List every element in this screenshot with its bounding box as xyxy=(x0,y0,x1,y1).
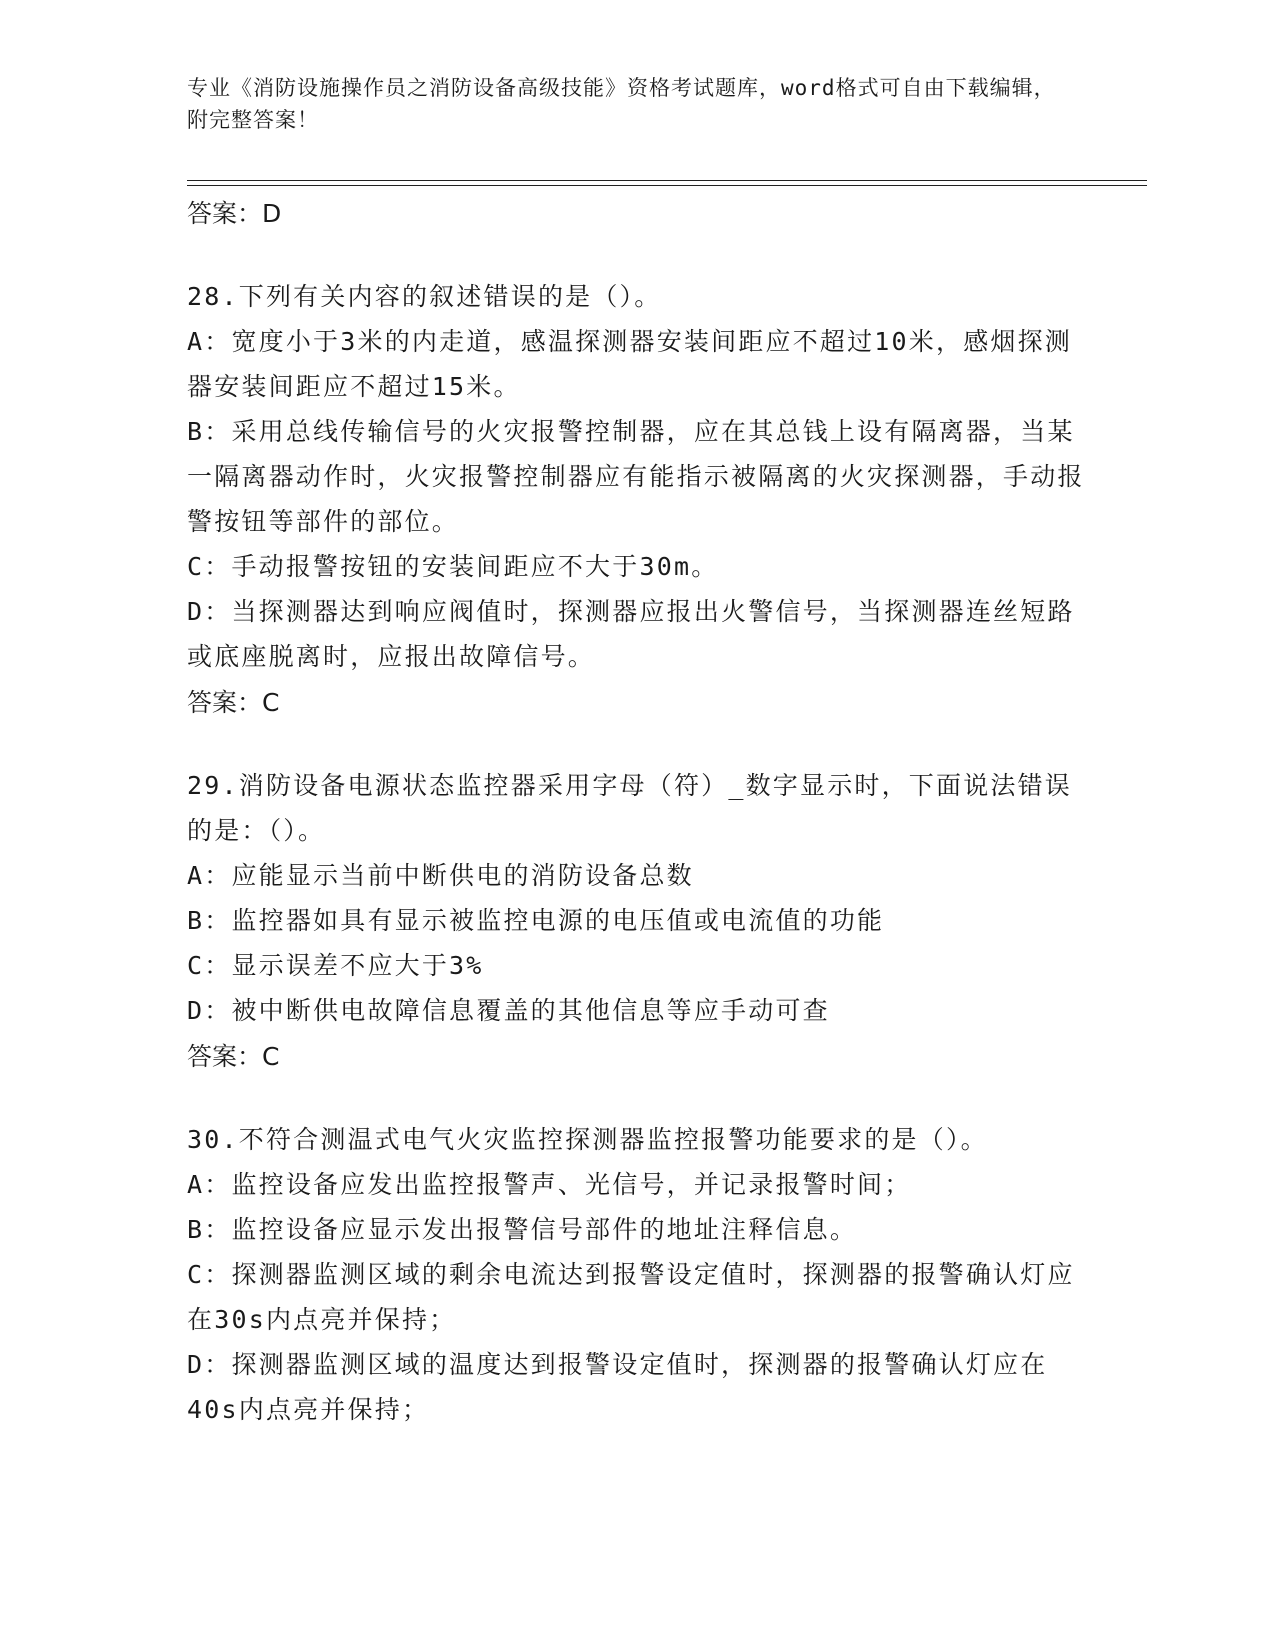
header-divider-top xyxy=(187,180,1147,181)
previous-answer: 答案：D xyxy=(187,199,282,228)
option-d: D：当探测器达到响应阀值时，探测器应报出火警信号，当探测器连丝短路或底座脱离时，应报出故障信号。 xyxy=(187,597,1075,671)
question-28 xyxy=(187,274,1087,723)
option-b: B：监控器如具有显示被监控电源的电压值或电流值的功能 xyxy=(187,906,885,935)
option-a: A：宽度小于3米的内走道，感温探测器安装间距应不超过10米，感烟探测器安装间距应不超过15米。 xyxy=(187,327,1073,401)
option-b: B：监控设备应显示发出报警信号部件的地址注释信息。 xyxy=(187,1215,858,1244)
question-30 xyxy=(187,1117,1087,1432)
question-answer: 答案：C xyxy=(187,1042,280,1071)
header-text: 专业《消防设施操作员之消防设备高级技能》资格考试题库，word格式可自由下载编辑，附完整答案！ xyxy=(187,76,1056,132)
document-body xyxy=(187,190,1087,1432)
header-divider-bottom xyxy=(187,185,1147,186)
option-c: C：手动报警按钮的安装间距应不大于30m。 xyxy=(187,552,719,581)
question-answer: 答案：C xyxy=(187,688,280,717)
question-title: 28.下列有关内容的叙述错误的是（）。 xyxy=(187,282,662,311)
question-29 xyxy=(187,763,1087,1077)
document-header xyxy=(187,72,1067,136)
option-b: B：采用总线传输信号的火灾报警控制器，应在其总钱上设有隔离器，当某一隔离器动作时，火灾报警控制器应有能指示被隔离的火灾探测器，手动报警按钮等部件的部位。 xyxy=(187,417,1085,536)
option-d: D：探测器监测区域的温度达到报警设定值时，探测器的报警确认灯应在40s内点亮并保持； xyxy=(187,1350,1048,1424)
option-d: D：被中断供电故障信息覆盖的其他信息等应手动可查 xyxy=(187,996,830,1025)
option-c: C：探测器监测区域的剩余电流达到报警设定值时，探测器的报警确认灯应在30s内点亮并保持； xyxy=(187,1260,1075,1334)
option-c: C：显示误差不应大于3% xyxy=(187,951,484,980)
question-title: 30.不符合测温式电气火灾监控探测器监控报警功能要求的是（）。 xyxy=(187,1125,988,1154)
option-a: A：应能显示当前中断供电的消防设备总数 xyxy=(187,861,694,890)
question-title: 29.消防设备电源状态监控器采用字母（符）_数字显示时，下面说法错误的是：（）。 xyxy=(187,771,1073,845)
option-a: A：监控设备应发出监控报警声、光信号，并记录报警时间； xyxy=(187,1170,912,1199)
